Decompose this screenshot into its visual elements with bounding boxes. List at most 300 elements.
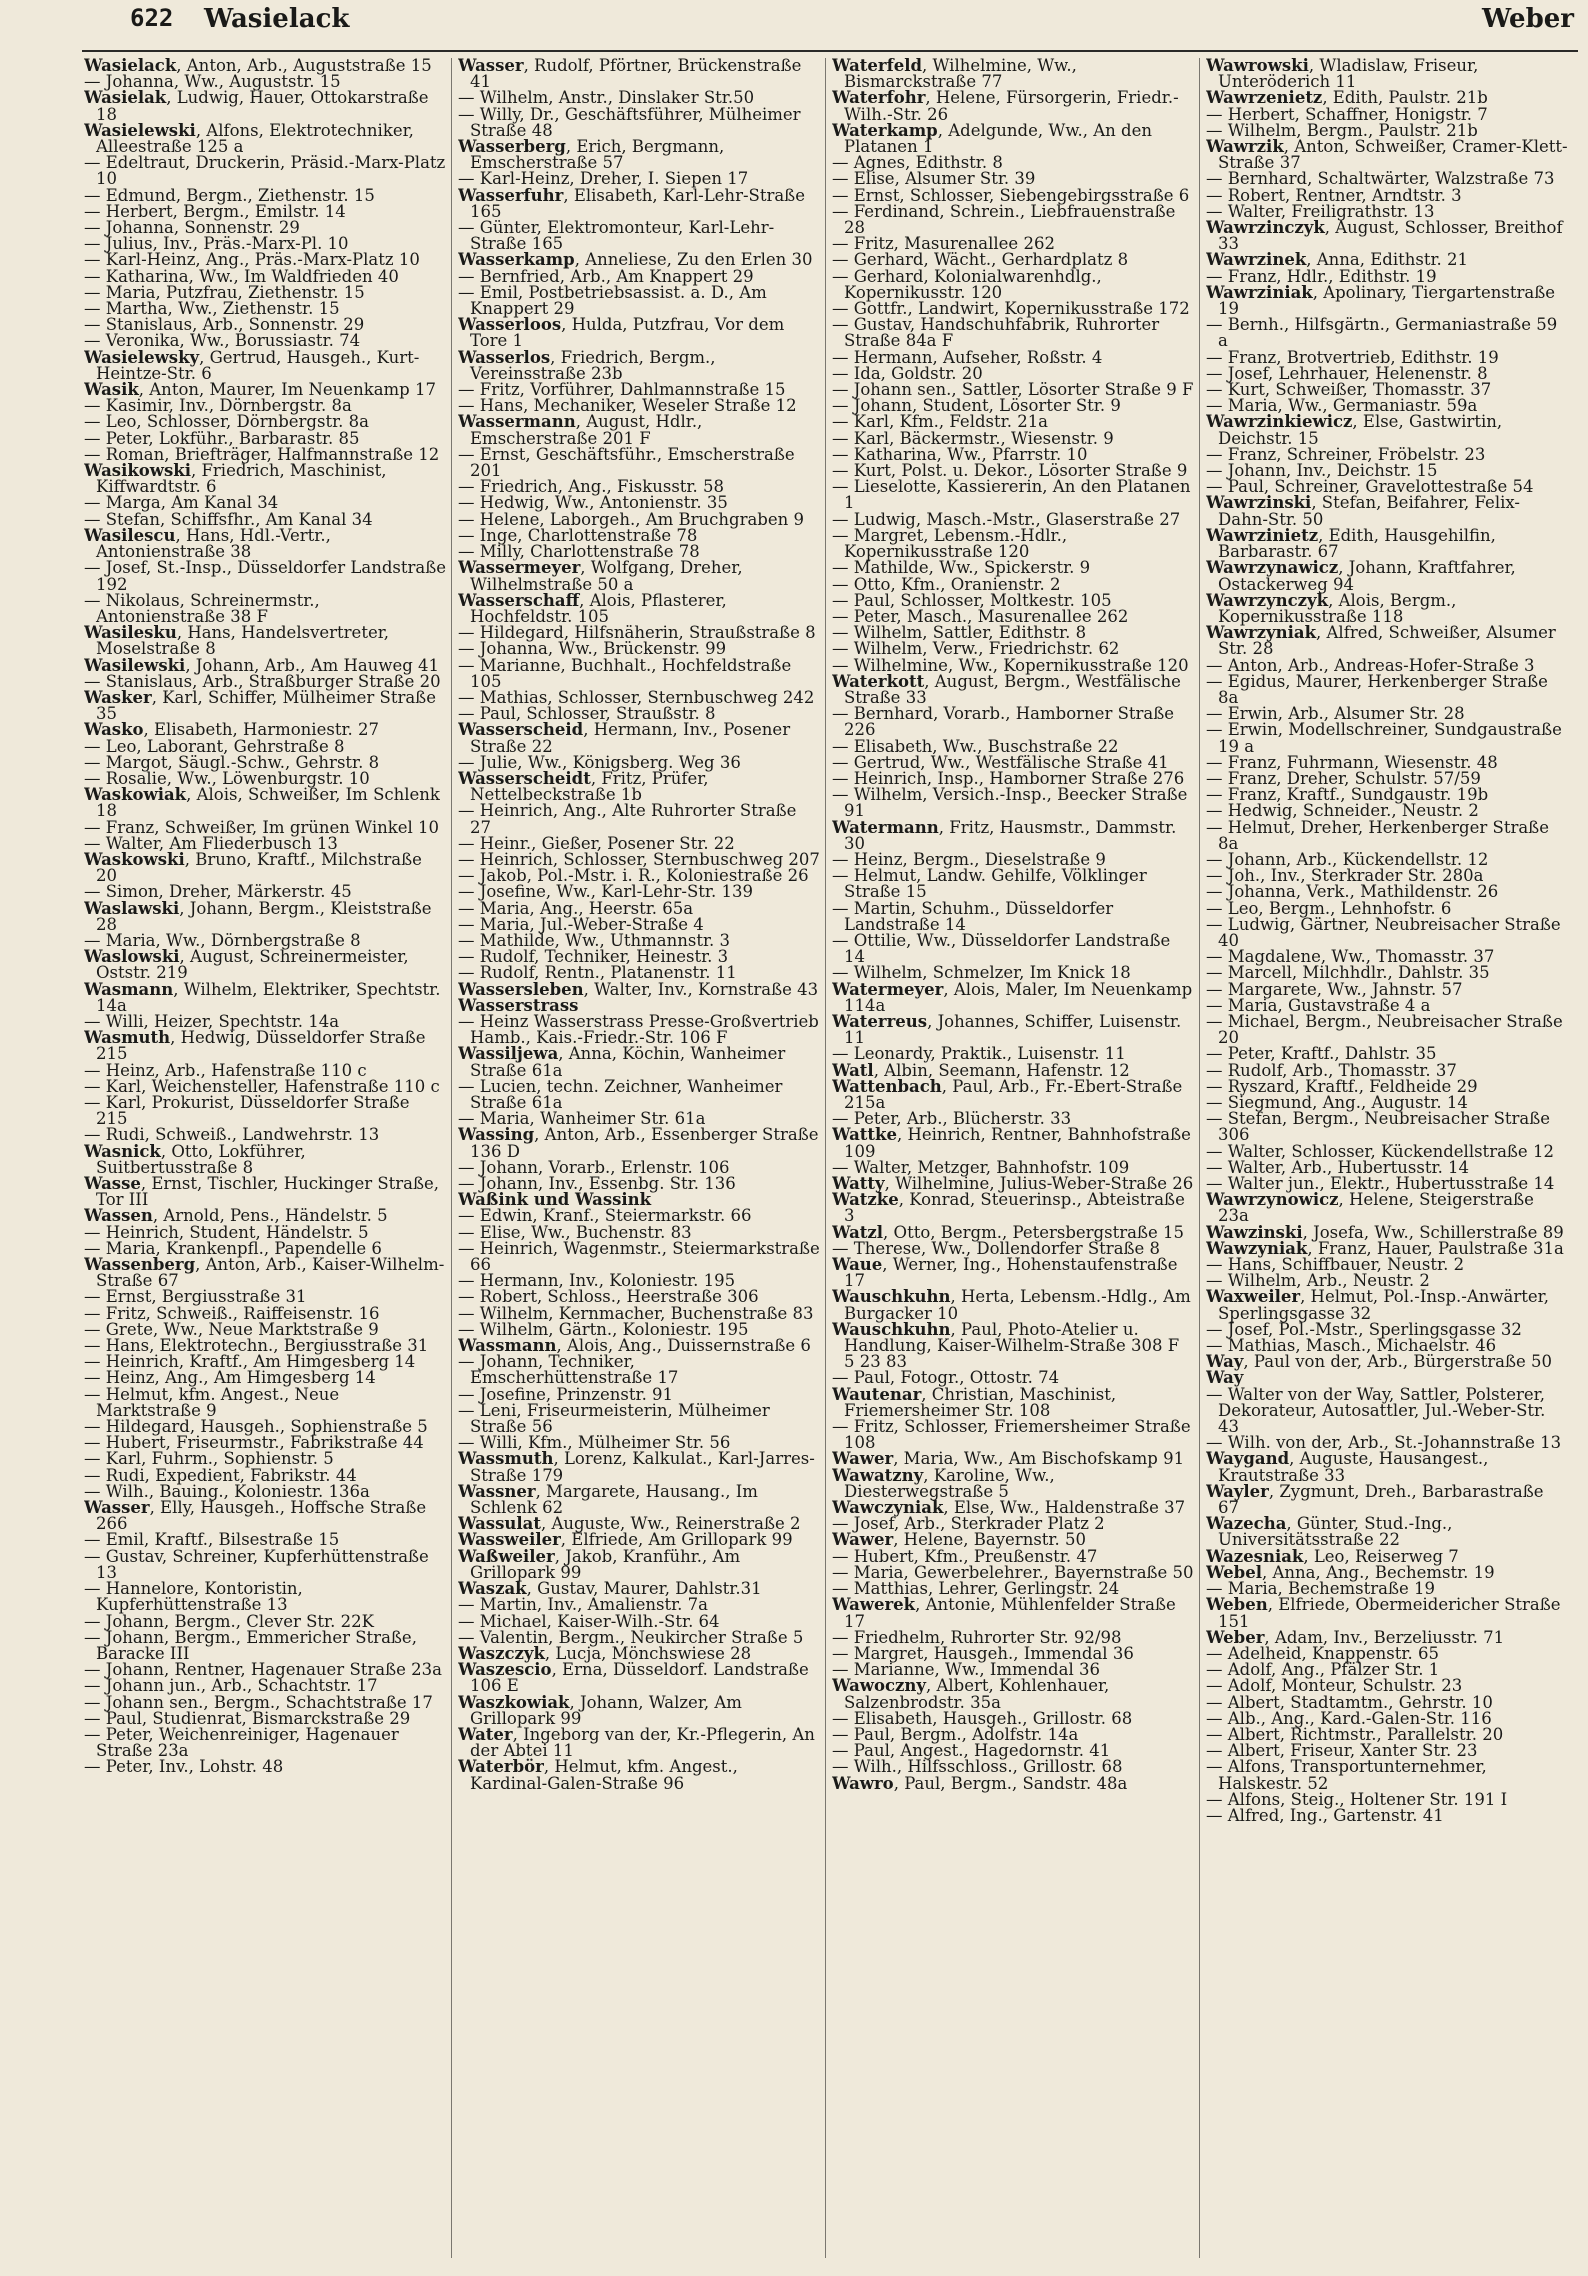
directory-entry: — Herbert, Bergm., Emilstr. 14: [84, 201, 346, 221]
directory-entry: — Michael, Bergm., Neubreisacher Straße 20: [1206, 1011, 1563, 1048]
directory-entry: — Friedrich, Ang., Fiskusstr. 58: [458, 477, 724, 497]
page-header: [80, 4, 1574, 48]
directory-entry: Waszak, Gustav, Maurer, Dahlstr.31: [458, 1579, 762, 1599]
directory-entry: — Katharina, Ww., Pfarrstr. 10: [832, 444, 1088, 464]
directory-entry: Wasik, Anton, Maurer, Im Neuenkamp 17: [84, 380, 436, 400]
directory-entry: Wasikowski, Friedrich, Maschinist, Kiffwardtstr. 6: [84, 461, 387, 497]
directory-entry: Wautenar, Christian, Maschinist, Friemersheimer Str. 108: [832, 1384, 1117, 1420]
directory-entry: — Maria, Gustavstraße 4 a: [1206, 995, 1431, 1015]
directory-entry: — Gottfr., Landwirt, Kopernikusstraße 172: [832, 299, 1190, 319]
directory-entry: — Elise, Ww., Buchenstr. 83: [458, 1222, 692, 1242]
directory-entry: — Hans, Schiffbauer, Neustr. 2: [1206, 1255, 1465, 1275]
directory-entry: — Peter, Arb., Blücherstr. 33: [832, 1109, 1072, 1129]
directory-entry: — Wilhelm, Versich.-Insp., Beecker Straße 91: [832, 785, 1188, 821]
directory-entry: Wasmuth, Hedwig, Düsseldorfer Straße 215: [84, 1028, 426, 1064]
directory-entry: — Rudolf, Techniker, Heinestr. 3: [458, 947, 729, 967]
directory-entry: — Gerhard, Wächt., Gerhardplatz 8: [832, 250, 1129, 270]
directory-entry: Wassenberg, Anton, Arb., Kaiser-Wilhelm-Straße 67: [84, 1255, 445, 1291]
directory-entry: — Paul, Fotogr., Ottostr. 74: [832, 1368, 1060, 1388]
directory-entry: Way, Paul von der, Arb., Bürgerstraße 50: [1206, 1352, 1553, 1372]
directory-entry: Waygand, Auguste, Hausangest., Krautstraße 33: [1206, 1449, 1489, 1485]
directory-entry: — Michael, Kaiser-Wilh.-Str. 64: [458, 1611, 720, 1631]
directory-entry: — Maria, Wanheimer Str. 61a: [458, 1109, 706, 1129]
directory-entry: Wasker, Karl, Schiffer, Mülheimer Straße 35: [84, 687, 436, 724]
directory-entry: — Johann, Student, Lösorter Str. 9: [832, 396, 1121, 416]
directory-entry: — Helmut, Landw. Gehilfe, Völklinger Straße 15: [832, 866, 1147, 902]
directory-entry: — Siegmund, Ang., Augustr. 14: [1206, 1093, 1468, 1112]
directory-entry: — Wilhelm, Arb., Neustr. 2: [1206, 1271, 1430, 1291]
directory-entry: Wasserstrass: [458, 995, 579, 1015]
column-divider: [825, 58, 826, 2258]
directory-entry: — Josef, Arb., Sterkrader Platz 2: [832, 1514, 1105, 1534]
directory-entry: — Josefine, Prinzenstr. 91: [458, 1384, 674, 1404]
directory-entry: — Rudi, Schweiß., Landwehrstr. 13: [84, 1125, 380, 1145]
directory-entry: — Ernst, Geschäftsführ., Emscherstraße 201: [458, 444, 795, 481]
directory-entry: — Karl-Heinz, Dreher, I. Siepen 17: [458, 169, 749, 189]
directory-entry: Waskowski, Bruno, Kraftf., Milchstraße 20: [84, 849, 422, 886]
directory-entry: — Alfons, Steig., Holtener Str. 191 I: [1206, 1789, 1508, 1809]
directory-entry: Wasielewski, Alfons, Elektrotechniker, Alleestraße 125 a: [84, 120, 414, 157]
directory-entry: — Elisabeth, Ww., Buschstraße 22: [832, 736, 1119, 756]
directory-entry: — Peter, Lokführ., Barbarastr. 85: [84, 428, 360, 448]
directory-entry: — Bernfried, Arb., Am Knappert 29: [458, 266, 754, 286]
directory-entry: — Heinz Wasserstrass Presse-Großvertrieb Hamb., Kais.-Friedr.-Str. 106 F: [458, 1011, 819, 1048]
directory-entry: Webel, Anna, Ang., Bechemstr. 19: [1206, 1562, 1495, 1582]
directory-entry: — Marga, Am Kanal 34: [84, 493, 279, 513]
directory-entry: Wawrzenietz, Edith, Paulstr. 21b: [1206, 88, 1488, 108]
directory-entry: Wassulat, Auguste, Ww., Reinerstraße 2: [458, 1514, 801, 1534]
directory-entry: — Franz, Schreiner, Fröbelstr. 23: [1206, 444, 1486, 464]
directory-entry: — Hans, Mechaniker, Weseler Straße 12: [458, 396, 797, 416]
directory-entry: — Heinrich, Wagenmstr., Steiermarkstraße 66: [458, 1238, 820, 1275]
directory-entry: Wassermann, August, Hdlr., Emscherstraße 201 F: [458, 412, 703, 448]
directory-entry: — Johanna, Ww., Auguststr. 15: [84, 72, 341, 92]
directory-entry: Waterfeld, Wilhelmine, Ww., Bismarckstraße 77: [832, 58, 1077, 92]
column-4: [1206, 58, 1568, 2258]
directory-entry: Wassiljewa, Anna, Köchin, Wanheimer Straße 61a: [458, 1044, 786, 1080]
directory-entry: Watermeyer, Alois, Maler, Im Neuenkamp 114a: [832, 979, 1193, 1015]
directory-entry: — Stefan, Bergm., Neubreisacher Straße 306: [1206, 1109, 1551, 1145]
directory-entry: — Gustav, Handschuhfabrik, Ruhrorter Straße 84a F: [832, 315, 1160, 351]
directory-entry: Waterkott, August, Bergm., Westfälische Straße 33: [832, 671, 1181, 707]
directory-entry: — Karl, Kfm., Feldstr. 21a: [832, 412, 1049, 432]
directory-entry: — Edeltraut, Druckerin, Präsid.-Marx-Platz 10: [84, 153, 446, 189]
directory-entry: — Julie, Ww., Königsberg. Weg 36: [458, 752, 741, 772]
directory-entry: — Rudi, Expedient, Fabrikstr. 44: [84, 1465, 357, 1485]
directory-entry: — Willi, Kfm., Mülheimer Str. 56: [458, 1433, 731, 1453]
directory-entry: — Leo, Schlosser, Dörnbergstr. 8a: [84, 412, 369, 432]
directory-entry: — Maria, Bechemstraße 19: [1206, 1579, 1435, 1599]
directory-entry: — Stefan, Schiffsfhr., Am Kanal 34: [84, 509, 373, 529]
directory-entry: — Anton, Arb., Andreas-Hofer-Straße 3: [1206, 655, 1535, 675]
directory-entry: — Leonardy, Praktik., Luisenstr. 11: [832, 1044, 1126, 1064]
directory-entry: — Rudolf, Rentn., Platanenstr. 11: [458, 963, 737, 983]
directory-entry: Wawrziniak, Apolinary, Tiergartenstraße 19: [1206, 282, 1555, 319]
directory-entry: — Edmund, Bergm., Ziethenstr. 15: [84, 185, 375, 205]
directory-entry: — Veronika, Ww., Borussiastr. 74: [84, 331, 361, 351]
directory-entry: Wassmuth, Lorenz, Kalkulat., Karl-Jarres-Straße 179: [458, 1449, 815, 1485]
directory-entry: — Ida, Goldstr. 20: [832, 363, 983, 383]
directory-entry: — Walter, Am Fliederbusch 13: [84, 833, 338, 853]
directory-entry: Wawrzik, Anton, Schweißer, Cramer-Klett-Straße 37: [1206, 137, 1568, 173]
directory-entry: Wasilescu, Hans, Hdl.-Vertr., Antonienstraße 38: [84, 525, 331, 562]
directory-entry: — Hannelore, Kontoristin, Kupferhüttenstraße 13: [84, 1579, 303, 1615]
directory-entry: — Karl, Weichensteller, Hafenstraße 110 c: [84, 1076, 440, 1096]
directory-entry: — Hermann, Aufseher, Roßstr. 4: [832, 347, 1103, 367]
directory-entry: — Walter von der Way, Sattler, Polsterer, Dekorateur, Autosattler, Jul.-Weber-Str. 43: [1206, 1384, 1546, 1437]
directory-entry: — Emil, Postbetriebsassist. a. D., Am Knappert 29: [458, 282, 767, 319]
directory-entry: — Adolf, Ang., Pfälzer Str. 1: [1206, 1660, 1440, 1680]
directory-entry: — Maria, Krankenpfl., Papendelle 6: [84, 1238, 382, 1258]
directory-entry: Wawerek, Antonie, Mühlenfelder Straße 17: [832, 1595, 1176, 1631]
directory-entry: Waterbör, Helmut, kfm. Angest., Kardinal-Galen-Straße 96: [458, 1757, 738, 1793]
directory-entry: — Franz, Fuhrmann, Wiesenstr. 48: [1206, 752, 1498, 772]
directory-entry: — Wilhelm, Verw., Friedrichstr. 62: [832, 639, 1120, 659]
directory-entry: — Hubert, Kfm., Preußenstr. 47: [832, 1546, 1098, 1566]
directory-entry: Watzke, Konrad, Steuerinsp., Abteistraße 3: [832, 1190, 1185, 1226]
directory-entry: — Alb., Ang., Kard.-Galen-Str. 116: [1206, 1708, 1492, 1728]
directory-entry: Waszczyk, Lucja, Mönchswiese 28: [458, 1643, 752, 1663]
directory-entry: — Johanna, Verk., Mathildenstr. 26: [1206, 882, 1499, 902]
directory-entry: — Johann, Vorarb., Erlenstr. 106: [458, 1157, 730, 1177]
directory-entry: — Willy, Dr., Geschäftsführer, Mülheimer Straße 48: [458, 104, 801, 140]
directory-entry: — Erwin, Arb., Alsumer Str. 28: [1206, 704, 1465, 724]
directory-entry: Wasielak, Ludwig, Hauer, Ottokarstraße 18: [84, 88, 429, 124]
directory-entry: — Magdalene, Ww., Thomasstr. 37: [1206, 947, 1495, 967]
directory-entry: — Johanna, Ww., Brückenstr. 99: [458, 639, 727, 659]
directory-entry: Waslawski, Johann, Bergm., Kleiststraße 28: [84, 898, 432, 934]
directory-entry: — Karl, Fuhrm., Sophienstr. 5: [84, 1449, 334, 1469]
directory-entry: — Mathilde, Ww., Uthmannstr. 3: [458, 930, 731, 950]
directory-entry: Wawrzinietz, Edith, Hausgehilfin, Barbarastr. 67: [1206, 525, 1496, 562]
directory-entry: — Fritz, Masurenallee 262: [832, 234, 1055, 254]
directory-entry: — Maria, Ww., Dörnbergstraße 8: [84, 930, 361, 950]
directory-entry: Wassermeyer, Wolfgang, Dreher, Wilhelmstraße 50 a: [458, 558, 743, 594]
directory-entry: — Fritz, Vorführer, Dahlmannstraße 15: [458, 380, 786, 400]
directory-entry: Wattke, Heinrich, Rentner, Bahnhofstraße 109: [832, 1125, 1191, 1161]
directory-entry: — Friedhelm, Ruhrorter Str. 92/98: [832, 1627, 1122, 1647]
directory-entry: — Otto, Kfm., Oranienstr. 2: [832, 574, 1061, 594]
directory-entry: — Therese, Ww., Dollendorfer Straße 8: [832, 1238, 1161, 1258]
directory-entry: — Johann, Inv., Deichstr. 15: [1206, 461, 1438, 481]
directory-entry: — Wilhelm, Kernmacher, Buchenstraße 83: [458, 1303, 814, 1323]
directory-entry: — Elise, Alsumer Str. 39: [832, 169, 1036, 189]
directory-entry: Waterfohr, Helene, Fürsorgerin, Friedr.-Wilh.-Str. 26: [832, 88, 1179, 124]
directory-entry: Wasserscheidt, Fritz, Prüfer, Nettelbeckstraße 1b: [458, 768, 709, 805]
directory-entry: — Karl, Prokurist, Düsseldorfer Straße 215: [84, 1093, 410, 1129]
directory-entry: — Agnes, Edithstr. 8: [832, 153, 1003, 173]
header-first-entry: Wasielack: [204, 4, 350, 34]
directory-entry: — Elisabeth, Hausgeh., Grillostr. 68: [832, 1708, 1133, 1728]
directory-entry: — Martin, Inv., Amalienstr. 7a: [458, 1595, 708, 1615]
directory-entry: — Maria, Gewerbelehrer., Bayernstraße 50: [832, 1562, 1194, 1582]
header-last-entry: Weber: [1481, 4, 1574, 34]
directory-entry: — Walter, Metzger, Bahnhofstr. 109: [832, 1157, 1130, 1177]
directory-entry: — Wilh., Bauing., Koloniestr. 136a: [84, 1481, 370, 1501]
column-3: [832, 58, 1194, 2258]
directory-entry: Wasnick, Otto, Lokführer, Suitbertusstraße 8: [84, 1141, 306, 1177]
directory-entry: — Kurt, Polst. u. Dekor., Lösorter Straße 9: [832, 461, 1188, 481]
directory-entry: Wawrzynowicz, Helene, Steigerstraße 23a: [1206, 1190, 1534, 1226]
directory-entry: Wawrzynawicz, Johann, Kraftfahrer, Ostackerweg 94: [1206, 558, 1516, 594]
directory-entry: — Karl-Heinz, Ang., Präs.-Marx-Platz 10: [84, 250, 420, 270]
directory-entry: — Walter, Freiligrathstr. 13: [1206, 201, 1435, 221]
directory-entry: Wawrowski, Wladislaw, Friseur, Unteröderich 11: [1206, 58, 1479, 92]
directory-entry: — Heinrich, Student, Händelstr. 5: [84, 1222, 369, 1242]
directory-entry: — Herbert, Schaffner, Honigstr. 7: [1206, 104, 1488, 124]
directory-entry: Wawzinski, Josefa, Ww., Schillerstraße 89: [1206, 1222, 1564, 1242]
directory-entry: — Marcell, Milchhdlr., Dahlstr. 35: [1206, 963, 1490, 983]
directory-entry: Wawoczny, Albert, Kohlenhauer, Salzenbrodstr. 35a: [832, 1676, 1110, 1712]
directory-entry: Wasilesku, Hans, Handelsvertreter, Moselstraße 8: [84, 623, 390, 659]
directory-entry: — Milly, Charlottenstraße 78: [458, 542, 700, 562]
directory-entry: Watl, Albin, Seemann, Hafenstr. 12: [832, 1060, 1130, 1080]
directory-entry: — Adelheid, Knappenstr. 65: [1206, 1643, 1439, 1663]
directory-entry: Waslowski, August, Schreinermeister, Oststr. 219: [84, 947, 409, 983]
directory-entry: — Walter, Arb., Hubertusstr. 14: [1206, 1157, 1470, 1177]
directory-entry: Wawrzinczyk, August, Schlosser, Breithof 33: [1206, 218, 1563, 254]
directory-entry: — Peter, Inv., Lohstr. 48: [84, 1757, 284, 1777]
directory-entry: — Paul, Schlosser, Moltkestr. 105: [832, 590, 1112, 610]
directory-entry: Watermann, Fritz, Hausmstr., Dammstr. 30: [832, 817, 1177, 853]
directory-entry: — Walter jun., Elektr., Hubertusstraße 14: [1206, 1174, 1555, 1194]
directory-entry: Water, Ingeborg van der, Kr.-Pflegerin, An der Abtei 11: [458, 1724, 815, 1761]
directory-entry: Wasser, Elly, Hausgeh., Hoffsche Straße 266: [84, 1498, 427, 1534]
directory-entry: — Mathias, Schlosser, Sternbuschweg 242: [458, 687, 815, 707]
directory-entry: — Lieselotte, Kassiererin, An den Platanen 1: [832, 477, 1191, 513]
column-2: [458, 58, 820, 2258]
directory-entry: Wawrzinkiewicz, Else, Gastwirtin, Deichstr. 15: [1206, 412, 1503, 448]
directory-entry: — Maria, Ww., Germaniastr. 59a: [1206, 396, 1478, 416]
directory-entry: — Josefine, Ww., Karl-Lehr-Str. 139: [458, 882, 753, 902]
directory-entry: — Stanislaus, Arb., Straßburger Straße 20: [84, 671, 441, 691]
directory-entry: Wauschkuhn, Paul, Photo-Atelier u. Handlung, Kaiser-Wilhelm-Straße 308 F 5 23 83: [832, 1319, 1180, 1372]
directory-entry: Waterkamp, Adelgunde, Ww., An den Platanen 1: [832, 120, 1152, 157]
directory-entry: — Inge, Charlottenstraße 78: [458, 525, 698, 545]
directory-entry: — Fritz, Schlosser, Friemersheimer Straße 108: [832, 1417, 1191, 1453]
directory-entry: — Ryszard, Kraftf., Feldheide 29: [1206, 1076, 1478, 1096]
directory-entry: — Johann, Bergm., Clever Str. 22K: [84, 1611, 374, 1631]
directory-entry: — Heinrich, Kraftf., Am Himgesberg 14: [84, 1352, 416, 1372]
directory-entry: — Johann, Bergm., Emmericher Straße, Baracke III: [84, 1627, 417, 1663]
directory-entry: — Gertrud, Ww., Westfälische Straße 41: [832, 752, 1169, 772]
directory-entry: Wawro, Paul, Bergm., Sandstr. 48a: [832, 1773, 1128, 1793]
directory-entry: — Rudolf, Arb., Thomasstr. 37: [1206, 1060, 1457, 1080]
columns: [84, 58, 1578, 2258]
directory-entry: — Ernst, Schlosser, Siebengebirgsstraße 6: [832, 185, 1190, 205]
directory-entry: — Julius, Inv., Präs.-Marx-Pl. 10: [84, 234, 349, 254]
directory-entry: — Fritz, Schweiß., Raiffeisenstr. 16: [84, 1303, 380, 1323]
directory-entry: — Johann, Inv., Essenbg. Str. 136: [458, 1174, 736, 1194]
directory-entry: — Wilh., Hilfsschloss., Grillostr. 68: [832, 1757, 1123, 1777]
directory-entry: Wawzyniak, Franz, Hauer, Paulstraße 31a: [1206, 1238, 1564, 1258]
directory-entry: — Marianne, Ww., Immendal 36: [832, 1660, 1100, 1680]
directory-entry: Wasko, Elisabeth, Harmoniestr. 27: [84, 720, 380, 740]
directory-entry: — Wilh. von der, Arb., St.-Johannstraße 13: [1206, 1433, 1562, 1453]
directory-entry: — Matthias, Lehrer, Gerlingstr. 24: [832, 1579, 1120, 1599]
directory-entry: Wasserloos, Hulda, Putzfrau, Vor dem Tore 1: [458, 315, 785, 351]
directory-entry: — Ludwig, Masch.-Mstr., Glaserstraße 27: [832, 509, 1181, 529]
directory-entry: — Wilhelm, Schmelzer, Im Knick 18: [832, 963, 1131, 983]
directory-entry: — Hildegard, Hausgeh., Sophienstraße 5: [84, 1417, 428, 1437]
directory-entry: — Robert, Schloss., Heerstraße 306: [458, 1287, 759, 1307]
directory-entry: — Wilhelm, Anstr., Dinslaker Str.50: [458, 88, 755, 108]
directory-entry: Wawer, Maria, Ww., Am Bischofskamp 91: [832, 1449, 1185, 1469]
directory-entry: — Mathilde, Ww., Spickerstr. 9: [832, 558, 1091, 578]
directory-entry: — Edwin, Kranf., Steiermarkstr. 66: [458, 1206, 752, 1226]
directory-entry: Wazesniak, Leo, Reiserweg 7: [1206, 1546, 1459, 1566]
directory-entry: Wassmann, Alois, Ang., Duissernstraße 6: [458, 1336, 811, 1356]
directory-entry: — Franz, Schweißer, Im grünen Winkel 10: [84, 817, 440, 837]
directory-entry: — Johann, Techniker, Emscherhüttenstraße 17: [458, 1352, 679, 1388]
directory-entry: — Gustav, Schreiner, Kupferhüttenstraße 13: [84, 1546, 429, 1582]
directory-entry: — Martin, Schuhm., Düsseldorfer Landstraße 14: [832, 898, 1114, 934]
directory-entry: Waterreus, Johannes, Schiffer, Luisenstr. 11: [832, 1011, 1182, 1048]
directory-entry: Wasmann, Wilhelm, Elektriker, Spechtstr. 14a: [84, 979, 441, 1015]
directory-entry: — Bernhard, Vorarb., Hamborner Straße 226: [832, 704, 1175, 740]
directory-entry: Waßweiler, Jakob, Kranführ., Am Grillopark 99: [458, 1546, 741, 1582]
directory-entry: — Bernh., Hilfsgärtn., Germaniastraße 59 a: [1206, 315, 1558, 351]
directory-entry: — Johann sen., Sattler, Lösorter Straße 9 F: [832, 380, 1194, 400]
directory-entry: — Heinz, Ang., Am Himgesberg 14: [84, 1368, 376, 1388]
directory-entry: — Hildegard, Hilfsnäherin, Straußstraße 8: [458, 623, 816, 643]
directory-entry: Wasse, Ernst, Tischler, Huckinger Straße, Tor III: [84, 1174, 440, 1210]
directory-entry: Wasielack, Anton, Arb., Auguststraße 15: [84, 58, 432, 75]
directory-entry: Wassersleben, Walter, Inv., Kornstraße 43: [458, 979, 819, 999]
directory-entry: — Margot, Säugl.-Schw., Gehrstr. 8: [84, 752, 380, 772]
directory-entry: — Grete, Ww., Neue Marktstraße 9: [84, 1319, 379, 1339]
directory-entry: Wayler, Zygmunt, Dreh., Barbarastraße 67: [1206, 1481, 1544, 1518]
directory-entry: — Johann sen., Bergm., Schachtstraße 17: [84, 1692, 433, 1712]
directory-entry: — Lucien, techn. Zeichner, Wanheimer Straße 61a: [458, 1076, 783, 1112]
directory-entry: — Maria, Putzfrau, Ziethenstr. 15: [84, 282, 365, 302]
directory-entry: — Leo, Bergm., Lehnhofstr. 6: [1206, 898, 1452, 918]
directory-entry: — Franz, Kraftf., Sundgaustr. 19b: [1206, 785, 1489, 805]
directory-entry: Wattenbach, Paul, Arb., Fr.-Ebert-Straße 215a: [832, 1076, 1183, 1112]
directory-entry: — Margret, Lebensm.-Hdlr., Kopernikusstraße 120: [832, 525, 1068, 562]
directory-entry: Wawer, Helene, Bayernstr. 50: [832, 1530, 1086, 1550]
directory-entry: — Paul, Schreiner, Gravelottestraße 54: [1206, 477, 1534, 497]
directory-entry: — Paul, Studienrat, Bismarckstraße 29: [84, 1708, 411, 1728]
directory-entry: — Margarete, Ww., Jahnstr. 57: [1206, 979, 1463, 999]
directory-entry: — Mathias, Masch., Michaelstr. 46: [1206, 1336, 1497, 1356]
directory-entry: — Josef, Pol.-Mstr., Sperlingsgasse 32: [1206, 1319, 1522, 1339]
directory-entry: Wasserscheid, Hermann, Inv., Posener Straße 22: [458, 720, 791, 756]
directory-entry: — Hans, Elektrotechn., Bergiusstraße 31: [84, 1336, 429, 1356]
directory-entry: — Erwin, Modellschreiner, Sundgaustraße 19 a: [1206, 720, 1562, 756]
directory-entry: — Peter, Weichenreiniger, Hagenauer Straße 23a: [84, 1724, 399, 1761]
directory-entry: — Wilhelm, Sattler, Edithstr. 8: [832, 623, 1087, 643]
directory-entry: Wassner, Margarete, Hausang., Im Schlenk 62: [458, 1481, 758, 1518]
directory-entry: — Walter, Schlosser, Kückendellstraße 12: [1206, 1141, 1554, 1161]
directory-entry: Waszescio, Erna, Düsseldorf. Landstraße 106 E: [458, 1660, 809, 1696]
directory-entry: — Leo, Laborant, Gehrstraße 8: [84, 736, 345, 756]
directory-entry: Watty, Wilhelmine, Julius-Weber-Straße 26: [832, 1174, 1194, 1194]
directory-entry: Wassweiler, Elfriede, Am Grillopark 99: [458, 1530, 793, 1550]
directory-entry: — Hedwig, Ww., Antonienstr. 35: [458, 493, 728, 513]
directory-entry: Wasserfuhr, Elisabeth, Karl-Lehr-Straße 165: [458, 185, 805, 221]
directory-entry: Wazecha, Günter, Stud.-Ing., Universitätsstraße 22: [1206, 1514, 1453, 1550]
directory-entry: — Günter, Elektromonteur, Karl-Lehr-Straße 165: [458, 218, 775, 254]
directory-entry: — Joh., Inv., Sterkrader Str. 280a: [1206, 866, 1484, 886]
directory-entry: — Robert, Rentner, Arndtstr. 3: [1206, 185, 1462, 205]
directory-entry: — Kasimir, Inv., Dörnbergstr. 8a: [84, 396, 352, 416]
directory-entry: — Kurt, Schweißer, Thomasstr. 37: [1206, 380, 1492, 400]
directory-entry: — Hedwig, Schneider., Neustr. 2: [1206, 801, 1479, 821]
directory-entry: Wasser, Rudolf, Pförtner, Brückenstraße 41: [458, 58, 802, 92]
directory-entry: — Wilhelmine, Ww., Kopernikusstraße 120: [832, 655, 1189, 675]
header-rule: [82, 50, 1578, 52]
directory-entry: — Ludwig, Gärtner, Neubreisacher Straße 40: [1206, 914, 1561, 950]
directory-entry: — Peter, Kraftf., Dahlstr. 35: [1206, 1044, 1437, 1064]
directory-entry: Weben, Elfriede, Obermeidericher Straße 151: [1206, 1595, 1561, 1631]
column-divider: [1199, 58, 1200, 2258]
directory-entry: — Rosalie, Ww., Löwenburgstr. 10: [84, 768, 370, 788]
directory-entry: Wasilewski, Johann, Arb., Am Hauweg 41: [84, 655, 440, 675]
directory-entry: — Marianne, Buchhalt., Hochfeldstraße 105: [458, 655, 792, 691]
directory-entry: — Johann, Arb., Kückendellstr. 12: [1206, 849, 1489, 869]
directory-entry: Wasielewsky, Gertrud, Hausgeh., Kurt-Heintze-Str. 6: [84, 347, 420, 383]
directory-entry: — Albert, Richtmstr., Parallelstr. 20: [1206, 1724, 1504, 1744]
directory-entry: Waßink und Wassink: [458, 1190, 652, 1210]
column-divider: [451, 58, 452, 2258]
directory-entry: — Wilhelm, Gärtn., Koloniestr. 195: [458, 1319, 749, 1339]
directory-entry: — Peter, Masch., Masurenallee 262: [832, 606, 1129, 626]
directory-entry: — Martha, Ww., Ziethenstr. 15: [84, 299, 340, 319]
directory-entry: Wawrzynczyk, Alois, Bergm., Kopernikusstraße 118: [1206, 590, 1457, 626]
directory-entry: — Margret, Hausgeh., Immendal 36: [832, 1643, 1134, 1663]
directory-entry: Waszkowiak, Johann, Walzer, Am Grillopark 99: [458, 1692, 742, 1728]
directory-entry: — Alfred, Ing., Gartenstr. 41: [1206, 1805, 1444, 1825]
directory-entry: — Maria, Ang., Heerstr. 65a: [458, 898, 694, 918]
directory-entry: Waskowiak, Alois, Schweißer, Im Schlenk 18: [84, 785, 440, 821]
directory-entry: — Heinr., Gießer, Posener Str. 22: [458, 833, 735, 853]
directory-entry: — Heinz, Arb., Hafenstraße 110 c: [84, 1060, 367, 1080]
directory-entry: — Johann, Rentner, Hagenauer Straße 23a: [84, 1660, 442, 1680]
directory-entry: — Heinrich, Insp., Hamborner Straße 276: [832, 768, 1185, 788]
directory-entry: — Helene, Laborgeh., Am Bruchgraben 9: [458, 509, 804, 529]
directory-entry: Wassen, Arnold, Pens., Händelstr. 5: [84, 1206, 388, 1226]
directory-entry: — Karl, Bäckermstr., Wiesenstr. 9: [832, 428, 1114, 448]
column-1: [84, 58, 446, 2258]
directory-entry: — Stanislaus, Arb., Sonnenstr. 29: [84, 315, 365, 335]
page-number: 622: [130, 4, 174, 32]
directory-entry: — Jakob, Pol.-Mstr. i. R., Koloniestraße 26: [458, 866, 809, 886]
directory-entry: — Egidus, Maurer, Herkenberger Straße 8a: [1206, 671, 1548, 707]
directory-entry: — Heinrich, Schlosser, Sternbuschweg 207: [458, 849, 820, 869]
directory-entry: — Helmut, kfm. Angest., Neue Marktstraße 9: [84, 1384, 340, 1420]
directory-entry: Wassing, Anton, Arb., Essenberger Straße 136 D: [458, 1125, 819, 1161]
directory-entry: — Ferdinand, Schrein., Liebfrauenstraße 28: [832, 201, 1176, 238]
directory-entry: — Albert, Stadtamtm., Gehrstr. 10: [1206, 1692, 1493, 1712]
directory-entry: — Leni, Friseurmeisterin, Mülheimer Straße 56: [458, 1400, 770, 1437]
directory-entry: — Helmut, Dreher, Herkenberger Straße 8a: [1206, 817, 1549, 853]
directory-entry: — Johanna, Sonnenstr. 29: [84, 218, 300, 238]
directory-entry: Wasserschaff, Alois, Pflasterer, Hochfeldstr. 105: [458, 590, 727, 626]
directory-entry: — Emil, Kraftf., Bilsestraße 15: [84, 1530, 340, 1550]
directory-entry: Way: [1206, 1368, 1244, 1388]
directory-entry: — Paul, Schlosser, Straußstr. 8: [458, 704, 716, 724]
directory-entry: — Josef, Lehrhauer, Helenenstr. 8: [1206, 363, 1488, 383]
directory-entry: — Franz, Hdlr., Edithstr. 19: [1206, 266, 1437, 286]
directory-entry: Wawrzinski, Stefan, Beifahrer, Felix-Dahn-Str. 50: [1206, 493, 1520, 529]
directory-entry: — Johann jun., Arb., Schachtstr. 17: [84, 1676, 378, 1696]
directory-entry: — Franz, Dreher, Schulstr. 57/59: [1206, 768, 1481, 788]
directory-entry: — Adolf, Monteur, Schulstr. 23: [1206, 1676, 1463, 1696]
directory-entry: Waxweiler, Helmut, Pol.-Insp.-Anwärter, Sperlingsgasse 32: [1206, 1287, 1549, 1323]
directory-entry: — Hermann, Inv., Koloniestr. 195: [458, 1271, 736, 1291]
directory-entry: Wasserlos, Friedrich, Bergm., Vereinsstraße 23b: [458, 347, 716, 383]
